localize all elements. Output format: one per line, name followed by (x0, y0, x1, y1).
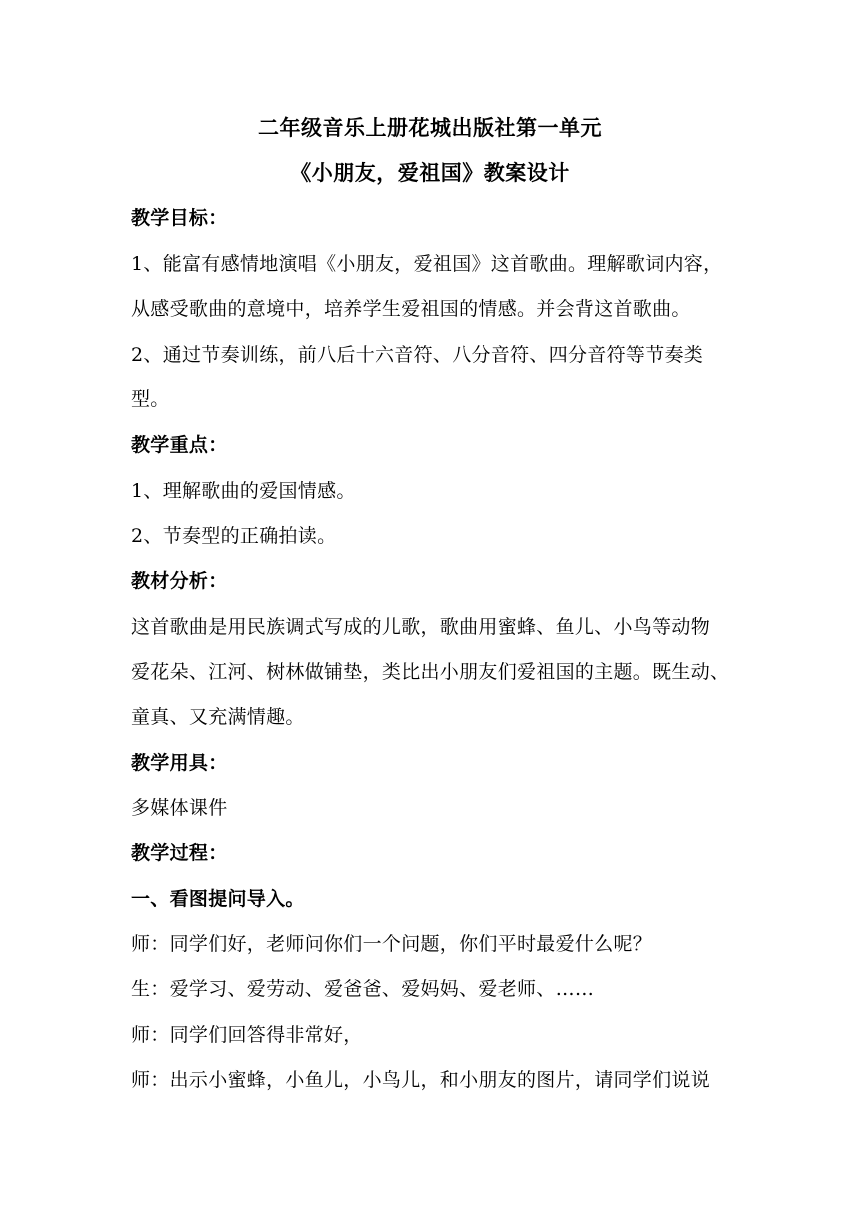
section1-heading: 一、看图提问导入。 (131, 888, 305, 910)
dialog-line1: 师：同学们好，老师问你们一个问题，你们平时最爱什么呢？ (131, 933, 653, 955)
objectives-heading: 教学目标： (131, 207, 228, 229)
analysis-line3: 童真、又充满情趣。 (131, 706, 305, 728)
document-title-line2: 《小朋友，爱祖国》教案设计 (290, 161, 570, 185)
analysis-line2: 爱花朵、江河、树林做铺垫，类比出小朋友们爱祖国的主题。既生动、 (131, 661, 730, 683)
tools-text: 多媒体课件 (131, 797, 228, 819)
key-point1: 1、理解歌曲的爱国情感。 (131, 480, 356, 502)
dialog-line3: 师：同学们回答得非常好， (131, 1024, 363, 1046)
analysis-line1: 这首歌曲是用民族调式写成的儿歌，歌曲用蜜蜂、鱼儿、小鸟等动物 (131, 616, 711, 638)
dialog-line2: 生：爱学习、爱劳动、爱爸爸、爱妈妈、爱老师、…… (131, 978, 595, 1000)
dialog-line4: 师：出示小蜜蜂，小鱼儿，小鸟儿，和小朋友的图片，请同学们说说 (131, 1069, 711, 1091)
objective2-line2: 型。 (131, 388, 170, 410)
objective2-line1: 2、通过节奏训练，前八后十六音符、八分音符、四分音符等节奏类 (131, 344, 704, 366)
objective1-line1: 1、能富有感情地演唱《小朋友，爱祖国》这首歌曲。理解歌词内容， (131, 253, 723, 275)
tools-heading: 教学用具： (131, 752, 228, 774)
key-points-heading: 教学重点： (131, 434, 228, 456)
key-point2: 2、节奏型的正确拍读。 (131, 525, 337, 547)
analysis-heading: 教材分析： (131, 570, 228, 592)
document-title-line1: 二年级音乐上册花城出版社第一单元 (258, 116, 602, 140)
process-heading: 教学过程： (131, 842, 228, 864)
objective1-line2: 从感受歌曲的意境中，培养学生爱祖国的情感。并会背这首歌曲。 (131, 298, 691, 320)
